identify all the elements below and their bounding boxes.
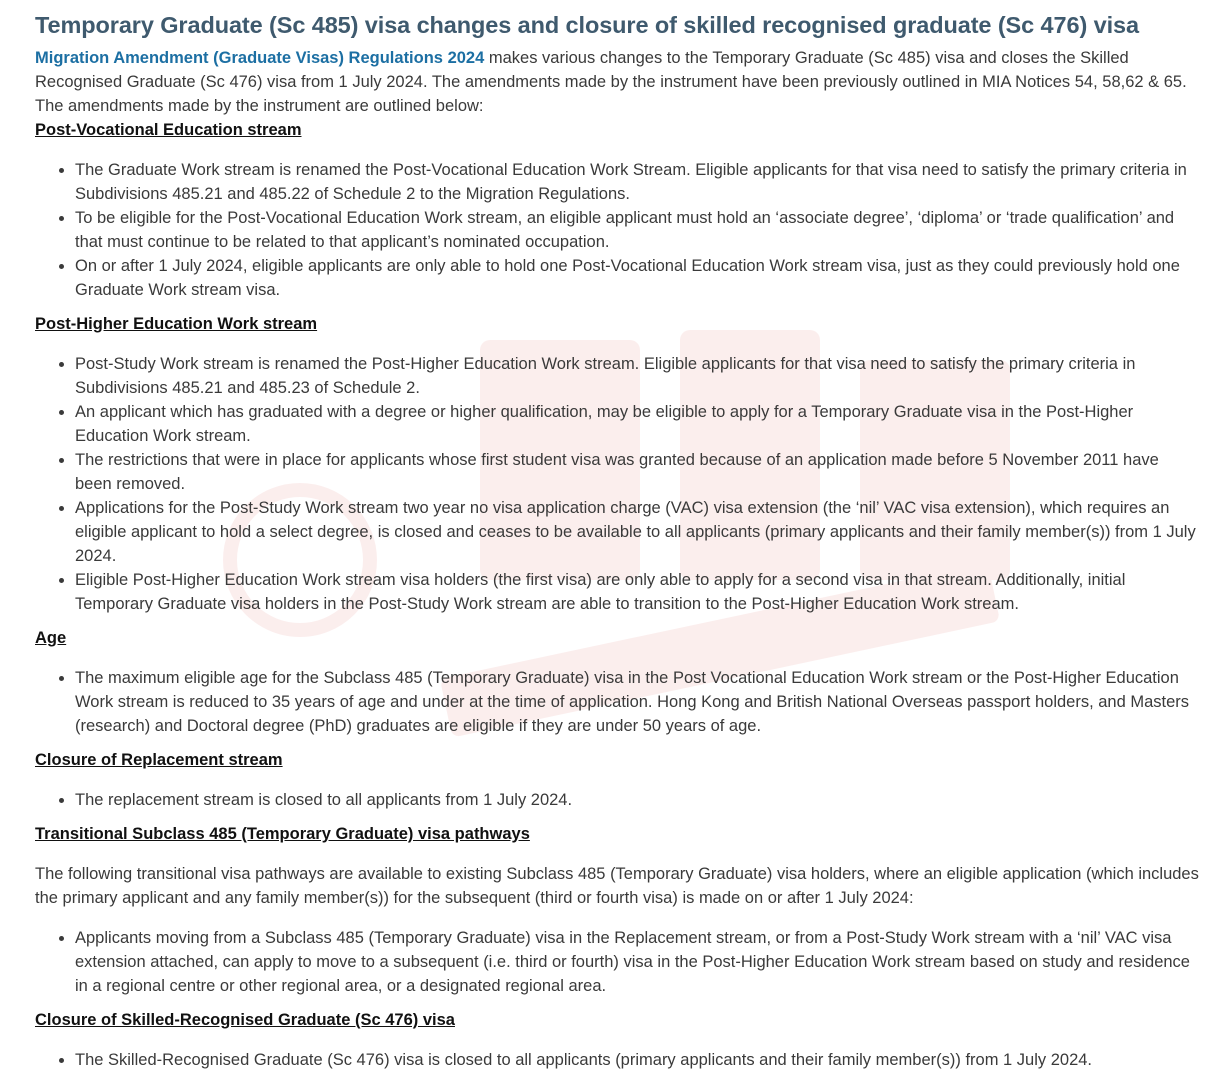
list-item: • The restrictions that were in place for applicants whose first student visa was granted because of an application made before 5 November 2011 have been removed. [75,448,1200,496]
list-item: • The Skilled-Recognised Graduate (Sc 476) visa is closed to all applicants (primary applicants and their family member(s)) from 1 July 2024. [75,1048,1200,1072]
regulations-link[interactable]: Migration Amendment (Graduate Visas) Regulations 2024 [35,49,485,67]
list-item: • Post-Study Work stream is renamed the Post-Higher Education Work stream. Eligible applicants for that visa need to satisfy the primary criteria in Subdivisions 485.21 and 485.23 of Schedule 2. [75,352,1200,400]
list-item: • Applications for the Post-Study Work stream two year no visa application charge (VAC) visa extension (the ‘nil’ VAC visa extension), which requires an eligible applicant to hold a select degree, is closed and ceases to be available to all applicants (primary applicants and their family member(s)) from 1 July 2024. [75,496,1200,568]
section-heading: Age [35,629,67,647]
list-item: • The replacement stream is closed to all applicants from 1 July 2024. [75,788,1200,812]
intro-paragraph [35,46,1200,94]
section-heading: Closure of Replacement stream [35,751,283,769]
intro-text: makes various changes to the Temporary Graduate (Sc 485) visa and closes the Skilled Recognised Graduate (Sc 476) visa from 1 July 2024. The amendments made by the instrument have been previously outlined in MIA Notices 54, 58,62 & 65. [35,49,1187,91]
bullet-list [35,666,1200,738]
section-paragraph: The following transitional visa pathways are available to existing Subclass 485 (Temporary Graduate) visa holders, where an eligible application (which includes the primary applicant and any family member(s)) for the subsequent (third or fourth visa) is made on or after 1 July 2024: [35,865,1199,907]
list-item: • On or after 1 July 2024, eligible applicants are only able to hold one Post-Vocational Education Work stream visa, just as they could previously hold one Graduate Work stream visa. [75,254,1200,302]
bullet-list [35,788,1200,812]
bullet-list [35,1048,1200,1072]
sections-container [35,118,1200,1072]
bullet-list [35,352,1200,616]
page-title: Temporary Graduate (Sc 485) visa changes and closure of skilled recognised graduate (Sc 476) visa [35,12,1139,38]
list-item: • Applicants moving from a Subclass 485 (Temporary Graduate) visa in the Replacement stream, or from a Post-Study Work stream with a ‘nil’ VAC visa extension attached, can apply to move to a subsequent (i.e. third or fourth) visa in the Post-Higher Education Work stream based on study and residence in a regional centre or other regional area, or a designated regional area. [75,926,1200,998]
list-item: • The maximum eligible age for the Subclass 485 (Temporary Graduate) visa in the Post Vocational Education Work stream or the Post-Higher Education Work stream is reduced to 35 years of age and under at the time of application. Hong Kong and British National Overseas passport holders, and Masters (research) and Doctoral degree (PhD) graduates are eligible if they are under 50 years of age. [75,666,1200,738]
list-item: • Eligible Post-Higher Education Work stream visa holders (the first visa) are only able to apply for a second visa in that stream. Additionally, initial Temporary Graduate visa holders in the Post-Study Work stream are able to transition to the Post-Higher Education Work stream. [75,568,1200,616]
list-item: • To be eligible for the Post-Vocational Education Work stream, an eligible applicant must hold an ‘associate degree’, ‘diploma’ or ‘trade qualification’ and that must continue to be related to that applicant’s nominated occupation. [75,206,1200,254]
section-heading: Post-Vocational Education stream [35,121,302,139]
bullet-list [35,158,1200,302]
section-heading: Post-Higher Education Work stream [35,315,318,333]
article [35,8,1200,1082]
section-heading: Closure of Skilled-Recognised Graduate (Sc 476) visa [35,1011,455,1029]
intro-outline: The amendments made by the instrument are outlined below: [35,97,484,115]
list-item: • The Graduate Work stream is renamed the Post-Vocational Education Work Stream. Eligible applicants for that visa need to satisfy the primary criteria in Subdivisions 485.21 and 485.22 of Schedule 2 to the Migration Regulations. [75,158,1200,206]
bullet-list [35,926,1200,998]
list-item: • An applicant which has graduated with a degree or higher qualification, may be eligible to apply for a Temporary Graduate visa in the Post-Higher Education Work stream. [75,400,1200,448]
section-heading: Transitional Subclass 485 (Temporary Graduate) visa pathways [35,825,530,843]
